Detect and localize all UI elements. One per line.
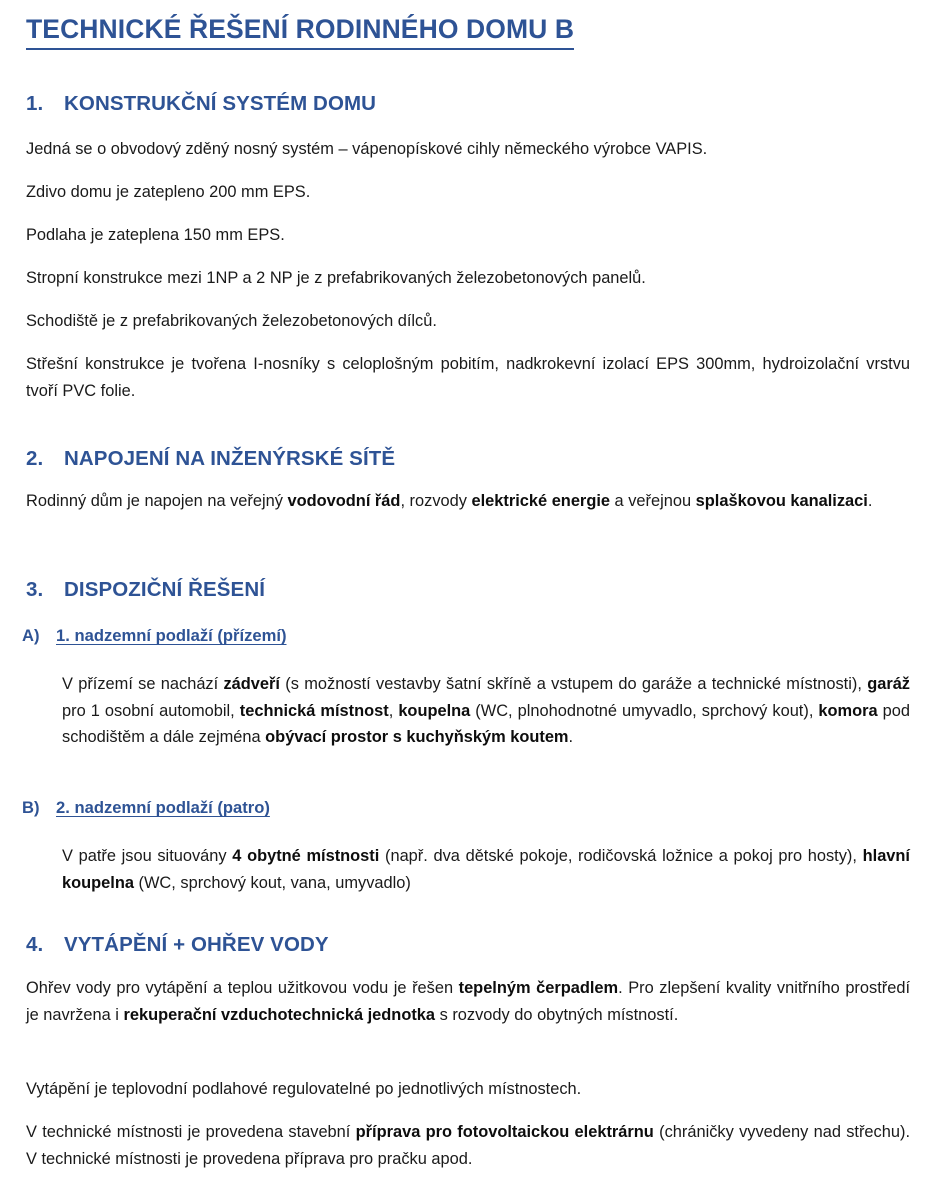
paragraph-4-2: Vytápění je teplovodní podlahové regulovatelné po jednotlivých místnostech. xyxy=(26,1080,582,1098)
document-title xyxy=(26,14,906,50)
section-heading-2 xyxy=(26,447,910,471)
text-run: V patře jsou situovány xyxy=(62,847,233,865)
section-number-4: 4. xyxy=(26,933,44,956)
text-run: , rozvody xyxy=(400,492,472,510)
text-run: Rodinný dům je napojen na veřejný xyxy=(26,492,288,510)
paragraph-2-1 xyxy=(26,488,910,515)
bold-run: rekuperační vzduchotechnická jednotka xyxy=(123,1005,436,1024)
section-heading-1 xyxy=(26,92,910,116)
bold-run: obývací prostor s kuchyňským koutem xyxy=(265,728,569,747)
text-run: Ohřev vody pro vytápění a teplou užitkovou vodu je řešen xyxy=(26,979,459,997)
bold-run: garáž xyxy=(867,675,911,693)
section-number-3: 3. xyxy=(26,578,44,601)
paragraph-1-1: Jedná se o obvodový zděný nosný systém – vápenopískové cihly německého výrobce VAPIS. xyxy=(26,140,708,158)
text-run: pro 1 osobní automobil, xyxy=(62,701,240,720)
text-run: . Pro zlepšení kvality vnitřního prostředí je navržena i xyxy=(26,979,910,1024)
text-run: (WC, sprchový kout, vana, umyvadlo) xyxy=(133,873,411,892)
paragraph-4-1 xyxy=(26,975,910,1028)
section-heading-4 xyxy=(26,933,910,957)
sub-item-b xyxy=(22,798,912,818)
paragraph-1-2: Zdivo domu je zatepleno 200 mm EPS. xyxy=(26,183,311,201)
paragraph-4-3 xyxy=(26,1119,910,1172)
text-run: (WC, plnohodnotné umyvadlo, sprchový kout), xyxy=(470,701,819,720)
bold-run: tepelným čerpadlem xyxy=(458,979,619,997)
text-run: a veřejnou xyxy=(610,492,696,510)
text-run: pod schodištěm a dále zejména xyxy=(62,701,911,747)
bold-run: vodovodní řád xyxy=(287,492,401,510)
text-run: (např. dva dětské pokoje, rodičovská ložnice a pokoj pro hosty), xyxy=(379,847,863,865)
sub-item-a-label: 1. nadzemní podlaží (přízemí) xyxy=(56,626,287,645)
text-run: . xyxy=(568,728,574,747)
bold-run: hlavní koupelna xyxy=(62,847,910,892)
sub-item-a-letter: A) xyxy=(22,626,40,645)
text-run: s rozvody do obytných místností. xyxy=(435,1005,679,1024)
bold-run: technická místnost xyxy=(239,701,389,720)
bold-run: koupelna xyxy=(398,701,471,720)
sub-item-b-label: 2. nadzemní podlaží (patro) xyxy=(56,798,270,817)
paragraph-1-4: Stropní konstrukce mezi 1NP a 2 NP je z prefabrikovaných železobetonových panelů. xyxy=(26,269,646,287)
bold-run: příprava pro fotovoltaickou elektrárnu xyxy=(355,1123,654,1141)
document-title-text: TECHNICKÉ ŘEŠENÍ RODINNÉHO DOMU B xyxy=(26,14,574,50)
section-title-1: KONSTRUKČNÍ SYSTÉM DOMU xyxy=(64,92,377,115)
section-number-2: 2. xyxy=(26,447,44,470)
text-run: V technické místnosti je provedena stavební xyxy=(26,1123,356,1141)
section-title-2: NAPOJENÍ NA INŽENÝRSKÉ SÍTĚ xyxy=(64,447,396,470)
bold-run: splaškovou kanalizaci xyxy=(695,492,868,510)
bold-run: elektrické energie xyxy=(471,492,610,510)
paragraph-1-3: Podlaha je zateplena 150 mm EPS. xyxy=(26,226,285,244)
sub-item-b-letter: B) xyxy=(22,798,40,817)
paragraph-3a xyxy=(62,671,910,751)
bold-run: 4 obytné místnosti xyxy=(232,847,380,865)
paragraph-1-5: Schodiště je z prefabrikovaných železobetonových dílců. xyxy=(26,312,437,330)
text-run: , xyxy=(388,701,399,720)
text-run: V přízemí se nachází xyxy=(62,675,224,693)
sub-item-a xyxy=(22,626,912,646)
section-number-1: 1. xyxy=(26,92,44,115)
section-title-4: VYTÁPĚNÍ + OHŘEV VODY xyxy=(64,933,329,956)
section-heading-3 xyxy=(26,578,910,602)
bold-run: komora xyxy=(818,701,878,720)
text-run: (chráničky vyvedeny nad střechu). V technické místnosti je provedena příprava pro pračku apod. xyxy=(26,1123,910,1168)
paragraph-3b xyxy=(62,843,910,896)
bold-run: zádveří xyxy=(223,675,280,693)
section-title-3: DISPOZIČNÍ ŘEŠENÍ xyxy=(64,578,266,601)
text-run: (s možností vestavby šatní skříně a vstupem do garáže a technické místnosti), xyxy=(279,675,868,693)
text-run: . xyxy=(867,492,873,510)
paragraph-1-6: Střešní konstrukce je tvořena I-nosníky s celoplošným pobitím, nadkrokevní izolací EPS 300mm, hydroizolační vrstvu tvoří PVC folie. xyxy=(26,355,910,400)
